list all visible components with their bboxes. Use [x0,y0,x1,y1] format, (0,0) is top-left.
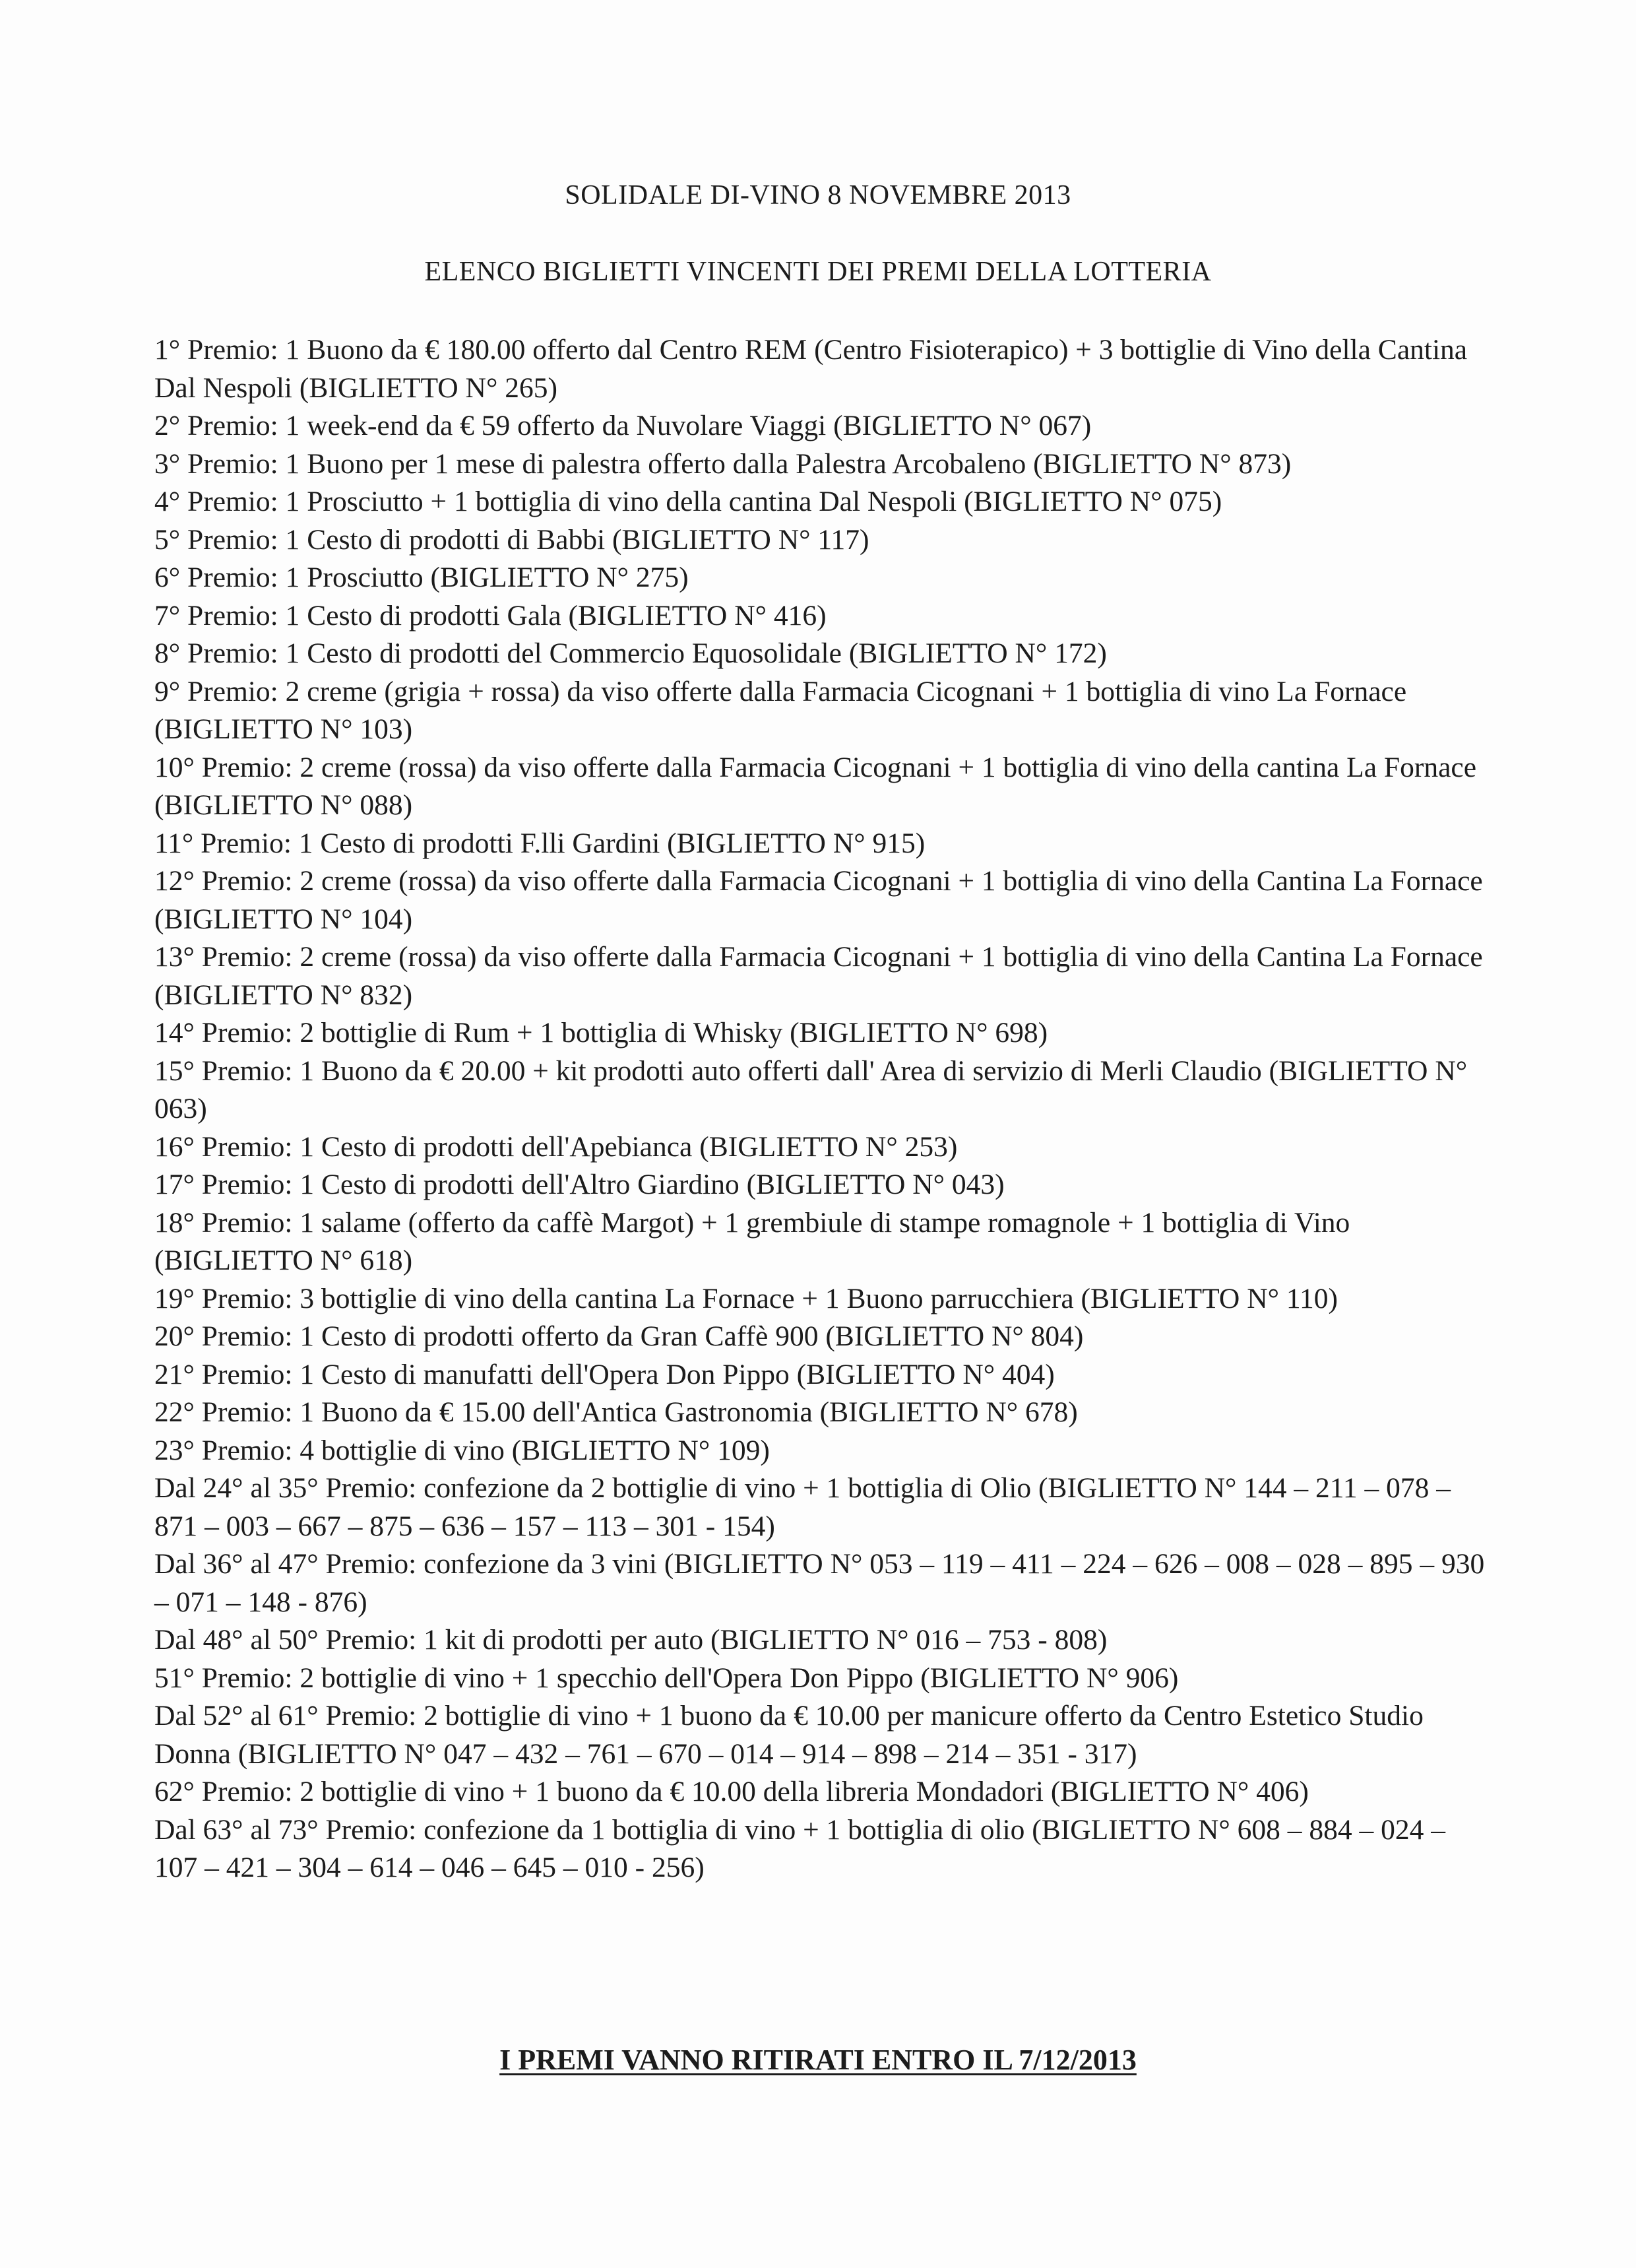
prize-entry-8: 8° Premio: 1 Cesto di prodotti del Commercio Equosolidale (BIGLIETTO N° 172) [154,637,1107,669]
prize-entry-6: 6° Premio: 1 Prosciutto (BIGLIETTO N° 275) [154,562,689,593]
prize-entry-51: 51° Premio: 2 bottiglie di vino + 1 specchio dell'Opera Don Pippo (BIGLIETTO N° 906) [154,1662,1179,1694]
document-title: SOLIDALE DI-VINO 8 NOVEMBRE 2013 [565,180,1071,211]
prize-list [154,331,1487,1887]
prize-entry-21: 21° Premio: 1 Cesto di manufatti dell'Opera Don Pippo (BIGLIETTO N° 404) [154,1358,1055,1390]
prize-entry-17: 17° Premio: 1 Cesto di prodotti dell'Altro Giardino (BIGLIETTO N° 043) [154,1169,1005,1200]
prize-entry-18: 18° Premio: 1 salame (offerto da caffè Margot) + 1 grembiule di stampe romagnole + 1 bottiglia di Vino (BIGLIETTO N° 618) [154,1206,1350,1276]
collection-deadline-notice: I PREMI VANNO RITIRATI ENTRO IL 7/12/2013 [499,2044,1137,2076]
prize-entry-2: 2° Premio: 1 week-end da € 59 offerto da Nuvolare Viaggi (BIGLIETTO N° 067) [154,410,1092,441]
prize-entry-3: 3° Premio: 1 Buono per 1 mese di palestra offerto dalla Palestra Arcobaleno (BIGLIETTO N° 873) [154,447,1292,480]
prize-entry-16: 16° Premio: 1 Cesto di prodotti dell'Apebianca (BIGLIETTO N° 253) [154,1130,958,1163]
prize-entry-20: 20° Premio: 1 Cesto di prodotti offerto da Gran Caffè 900 (BIGLIETTO N° 804) [154,1320,1084,1352]
prize-entry-11: 11° Premio: 1 Cesto di prodotti F.lli Gardini (BIGLIETTO N° 915) [154,827,926,859]
prize-entry-23: 23° Premio: 4 bottiglie di vino (BIGLIETTO N° 109) [154,1434,770,1466]
prize-entry-22: 22° Premio: 1 Buono da € 15.00 dell'Antica Gastronomia (BIGLIETTO N° 678) [154,1396,1078,1428]
prize-entry-52-61: Dal 52° al 61° Premio: 2 bottiglie di vino + 1 buono da € 10.00 per manicure offerto da Centro Estetico Studio Donna (BIGLIETTO N° 047 – 432 – 761 – 670 – 014 – 914 – 898 – 214 – 351 - 317) [154,1700,1424,1770]
prize-entry-13: 13° Premio: 2 creme (rossa) da viso offerte dalla Farmacia Cicognani + 1 bottiglia di vino della Cantina La Fornace (BIGLIETTO N° 832) [154,941,1483,1011]
document-subtitle: ELENCO BIGLIETTI VINCENTI DEI PREMI DELLA LOTTERIA [424,257,1212,287]
prize-entry-1: 1° Premio: 1 Buono da € 180.00 offerto dal Centro REM (Centro Fisioterapico) + 3 bottiglie di Vino della Cantina Dal Nespoli (BIGLIETTO N° 265) [154,334,1468,404]
prize-entry-63-73: Dal 63° al 73° Premio: confezione da 1 bottiglia di vino + 1 bottiglia di olio (BIGLIETTO N° 608 – 884 – 024 – 107 – 421 – 304 – 614 – 046 – 645 – 010 - 256) [154,1813,1446,1883]
prize-entry-12: 12° Premio: 2 creme (rossa) da viso offerte dalla Farmacia Cicognani + 1 bottiglia di vino della Cantina La Fornace (BIGLIETTO N° 104) [154,865,1483,935]
prize-entry-9: 9° Premio: 2 creme (grigia + rossa) da viso offerte dalla Farmacia Cicognani + 1 bottiglia di vino La Fornace (BIGLIETTO N° 103) [154,675,1407,745]
prize-entry-19: 19° Premio: 3 bottiglie di vino della cantina La Fornace + 1 Buono parrucchiera (BIGLIETTO N° 110) [154,1282,1338,1314]
prize-entry-14: 14° Premio: 2 bottiglie di Rum + 1 bottiglia di Whisky (BIGLIETTO N° 698) [154,1017,1048,1049]
prize-entry-4: 4° Premio: 1 Prosciutto + 1 bottiglia di vino della cantina Dal Nespoli (BIGLIETTO N° 075) [154,486,1222,517]
prize-entry-5: 5° Premio: 1 Cesto di prodotti di Babbi (BIGLIETTO N° 117) [154,523,869,556]
prize-entry-24-35: Dal 24° al 35° Premio: confezione da 2 bottiglie di vino + 1 bottiglia di Olio (BIGLIETTO N° 144 – 211 – 078 – 871 – 003 – 667 – 875 – 636 – 157 – 113 – 301 - 154) [154,1472,1451,1542]
prize-entry-62: 62° Premio: 2 bottiglie di vino + 1 buono da € 10.00 della libreria Mondadori (BIGLIETTO N° 406) [154,1776,1309,1807]
prize-entry-36-47: Dal 36° al 47° Premio: confezione da 3 vini (BIGLIETTO N° 053 – 119 – 411 – 224 – 626 – 008 – 028 – 895 – 930 – 071 – 148 - 876) [154,1548,1485,1618]
prize-entry-10: 10° Premio: 2 creme (rossa) da viso offerte dalla Farmacia Cicognani + 1 bottiglia di vino della cantina La Fornace (BIGLIETTO N° 088) [154,751,1477,821]
prize-entry-7: 7° Premio: 1 Cesto di prodotti Gala (BIGLIETTO N° 416) [154,599,827,632]
prize-entry-48-50: Dal 48° al 50° Premio: 1 kit di prodotti per auto (BIGLIETTO N° 016 – 753 - 808) [154,1624,1108,1656]
prize-entry-15: 15° Premio: 1 Buono da € 20.00 + kit prodotti auto offerti dall' Area di servizio di Merli Claudio (BIGLIETTO N° 063) [154,1054,1468,1124]
